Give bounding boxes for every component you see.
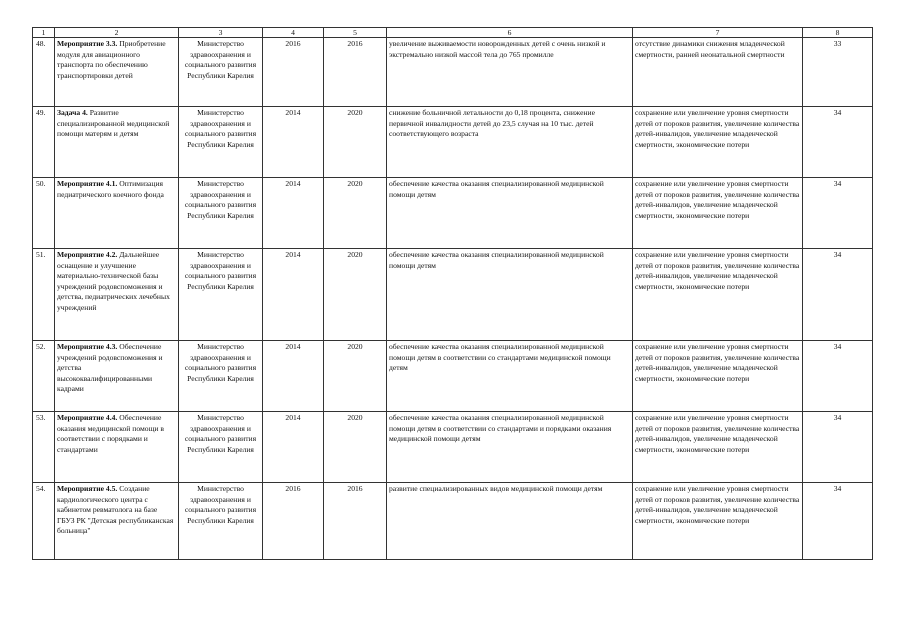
row-number: 53. bbox=[33, 412, 55, 483]
expected-result-cell: обеспечение качества оказания специализированной медицинской помощи детям bbox=[387, 178, 633, 249]
consequence-cell: сохранение или увеличение уровня смертности детей от пороков развития, увеличение количества детей-инвалидов, увеличение младенческой смертности, экономические потери bbox=[633, 483, 803, 560]
row-number: 54. bbox=[33, 483, 55, 560]
measure-name-cell bbox=[55, 107, 179, 178]
indicator-link-cell: 34 bbox=[803, 341, 873, 412]
measure-name-cell bbox=[55, 341, 179, 412]
measures-table-sheet bbox=[32, 27, 872, 560]
column-number: 7 bbox=[633, 28, 803, 38]
indicator-link-cell: 34 bbox=[803, 483, 873, 560]
row-number: 48. bbox=[33, 38, 55, 107]
column-number-row bbox=[33, 28, 873, 38]
indicator-link-cell: 33 bbox=[803, 38, 873, 107]
measure-name-cell bbox=[55, 412, 179, 483]
column-number: 3 bbox=[179, 28, 263, 38]
measures-table bbox=[32, 27, 873, 560]
expected-result-cell: обеспечение качества оказания специализированной медицинской помощи детям bbox=[387, 249, 633, 341]
measure-title: Мероприятие 4.1. bbox=[57, 179, 118, 188]
consequence-cell: сохранение или увеличение уровня смертности детей от пороков развития, увеличение количества детей-инвалидов, увеличение младенческой смертности, экономические потери bbox=[633, 178, 803, 249]
end-year-cell: 2016 bbox=[324, 483, 387, 560]
end-year-cell: 2020 bbox=[324, 178, 387, 249]
row-number: 51. bbox=[33, 249, 55, 341]
executor-cell: Министерство здравоохранения и социального развития Республики Карелия bbox=[179, 178, 263, 249]
measure-title: Мероприятие 3.3. bbox=[57, 39, 118, 48]
measure-description: Оптимизация педиатрического коечного фонда bbox=[57, 179, 164, 199]
end-year-cell: 2020 bbox=[324, 249, 387, 341]
measure-description: Развитие специализированной медицинской помощи матерям и детям bbox=[57, 108, 170, 138]
expected-result-cell: снижение больничной летальности до 0,18 процента, снижение первичной инвалидности детей до 23,5 случая на 10 тыс. детей соответствующего возраста bbox=[387, 107, 633, 178]
measure-title: Задача 4. bbox=[57, 108, 88, 117]
indicator-link-cell: 34 bbox=[803, 412, 873, 483]
measure-description: Создание кардиологического центра с кабинетом ревматолога на базе ГБУЗ РК "Детская республиканская больница" bbox=[57, 484, 174, 535]
end-year-cell: 2020 bbox=[324, 341, 387, 412]
expected-result-cell: обеспечение качества оказания специализированной медицинской помощи детям в соответствии со стандартами и порядками оказания медицинской помощи детям bbox=[387, 412, 633, 483]
column-number: 8 bbox=[803, 28, 873, 38]
measure-title: Мероприятие 4.2. bbox=[57, 250, 118, 259]
row-number: 50. bbox=[33, 178, 55, 249]
measure-title: Мероприятие 4.3. bbox=[57, 342, 118, 351]
expected-result-cell: увеличение выживаемости новорожденных детей с очень низкой и экстремально низкой массой тела до 765 промилле bbox=[387, 38, 633, 107]
consequence-cell: сохранение или увеличение уровня смертности детей от пороков развития, увеличение количества детей-инвалидов, увеличение младенческой смертности, экономические потери bbox=[633, 412, 803, 483]
row-number: 52. bbox=[33, 341, 55, 412]
start-year-cell: 2016 bbox=[263, 483, 324, 560]
start-year-cell: 2014 bbox=[263, 412, 324, 483]
table-row bbox=[33, 249, 873, 341]
table-row bbox=[33, 483, 873, 560]
column-number: 6 bbox=[387, 28, 633, 38]
executor-cell: Министерство здравоохранения и социального развития Республики Карелия bbox=[179, 249, 263, 341]
start-year-cell: 2014 bbox=[263, 107, 324, 178]
table-row bbox=[33, 412, 873, 483]
measure-title: Мероприятие 4.5. bbox=[57, 484, 118, 493]
consequence-cell: сохранение или увеличение уровня смертности детей от пороков развития, увеличение количества детей-инвалидов, увеличение младенческой смертности, экономические потери bbox=[633, 341, 803, 412]
executor-cell: Министерство здравоохранения и социального развития Республики Карелия bbox=[179, 38, 263, 107]
start-year-cell: 2014 bbox=[263, 341, 324, 412]
indicator-link-cell: 34 bbox=[803, 107, 873, 178]
start-year-cell: 2016 bbox=[263, 38, 324, 107]
consequence-cell: сохранение или увеличение уровня смертности детей от пороков развития, увеличение количества детей-инвалидов, увеличение младенческой смертности, экономические потери bbox=[633, 249, 803, 341]
expected-result-cell: развитие специализированных видов медицинской помощи детям bbox=[387, 483, 633, 560]
executor-cell: Министерство здравоохранения и социального развития Республики Карелия bbox=[179, 412, 263, 483]
table-row bbox=[33, 107, 873, 178]
table-row bbox=[33, 341, 873, 412]
indicator-link-cell: 34 bbox=[803, 249, 873, 341]
measure-name-cell bbox=[55, 178, 179, 249]
measure-name-cell bbox=[55, 249, 179, 341]
executor-cell: Министерство здравоохранения и социального развития Республики Карелия bbox=[179, 107, 263, 178]
measure-description: Обеспечение учреждений родовспоможения и детства высококвалифицированными кадрами bbox=[57, 342, 163, 393]
measure-name-cell bbox=[55, 38, 179, 107]
table-row bbox=[33, 178, 873, 249]
start-year-cell: 2014 bbox=[263, 249, 324, 341]
measure-description: Приобретение модуля для авиационного транспорта по обеспечению транспортировки детей bbox=[57, 39, 166, 80]
start-year-cell: 2014 bbox=[263, 178, 324, 249]
end-year-cell: 2020 bbox=[324, 412, 387, 483]
end-year-cell: 2020 bbox=[324, 107, 387, 178]
expected-result-cell: обеспечение качества оказания специализированной медицинской помощи детям в соответствии со стандартами медицинской помощи детям bbox=[387, 341, 633, 412]
measure-description: Дальнейшее оснащение и улучшение материально-технической базы учреждений родовспоможения и детства, педиатрических лечебных учреждений bbox=[57, 250, 170, 312]
table-row bbox=[33, 38, 873, 107]
row-number: 49. bbox=[33, 107, 55, 178]
column-number: 5 bbox=[324, 28, 387, 38]
column-number: 2 bbox=[55, 28, 179, 38]
consequence-cell: отсутствие динамики снижения младенческой смертности, ранней неонатальной смертности bbox=[633, 38, 803, 107]
measure-name-cell bbox=[55, 483, 179, 560]
measure-title: Мероприятие 4.4. bbox=[57, 413, 118, 422]
column-number: 1 bbox=[33, 28, 55, 38]
consequence-cell: сохранение или увеличение уровня смертности детей от пороков развития, увеличение количества детей-инвалидов, увеличение младенческой смертности, экономические потери bbox=[633, 107, 803, 178]
column-number: 4 bbox=[263, 28, 324, 38]
indicator-link-cell: 34 bbox=[803, 178, 873, 249]
end-year-cell: 2016 bbox=[324, 38, 387, 107]
executor-cell: Министерство здравоохранения и социального развития Республики Карелия bbox=[179, 341, 263, 412]
measure-description: Обеспечение оказания медицинской помощи в соответствии с порядками и стандартами bbox=[57, 413, 164, 454]
executor-cell: Министерство здравоохранения и социального развития Республики Карелия bbox=[179, 483, 263, 560]
